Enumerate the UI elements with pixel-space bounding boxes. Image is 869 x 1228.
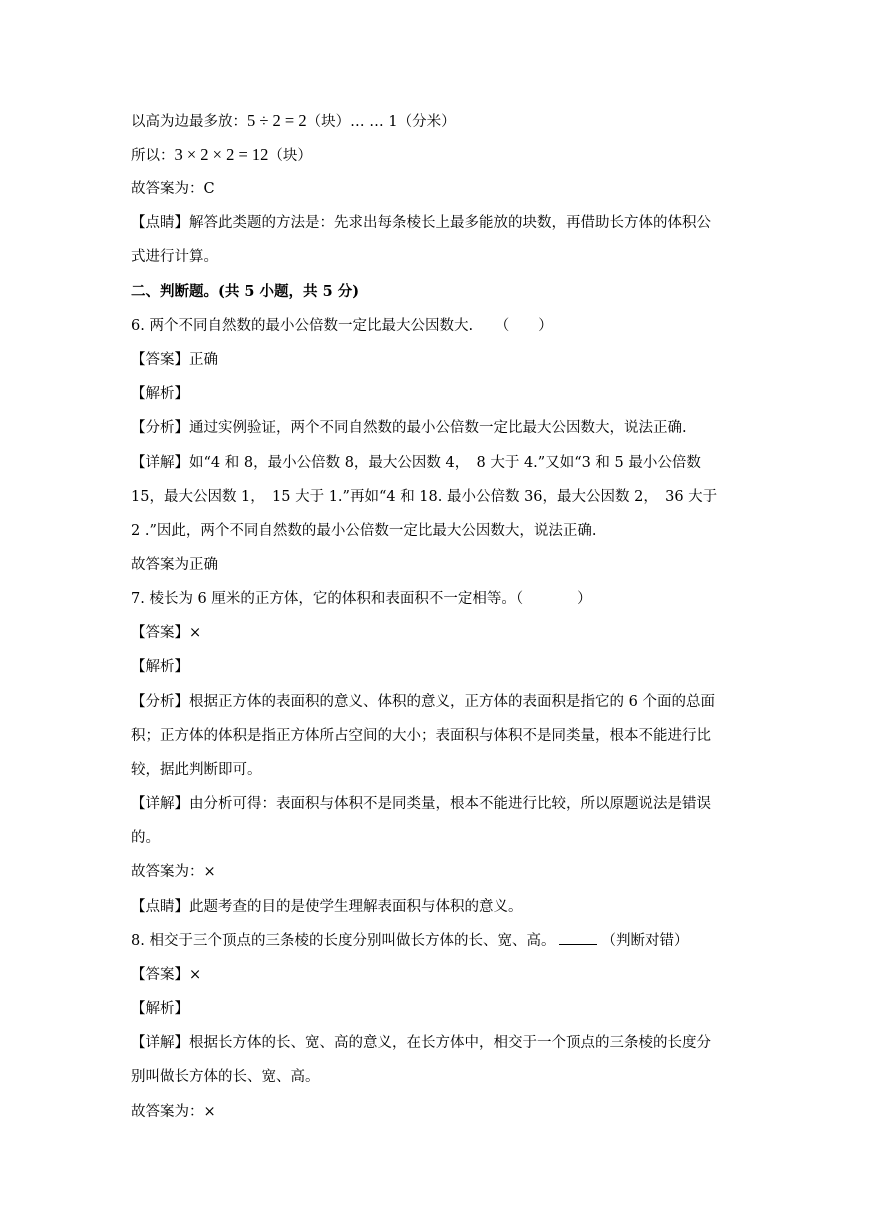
answer-label: 【答案】× [131, 967, 202, 983]
analysis-label: 【解析】 [131, 1001, 189, 1017]
answer-line: 故答案为：C [131, 181, 215, 197]
analysis-label: 【解析】 [131, 386, 189, 402]
answer-line: 故答案为：× [131, 1104, 216, 1120]
answer-line: 故答案为：× [131, 864, 216, 880]
detail-line: 【详解】根据长方体的长、宽、高的意义，在长方体中，相交于一个顶点的三条棱的长度分 [131, 1035, 711, 1051]
math-expression: 3 × 2 × 2 = 12 [174, 145, 269, 164]
line-text: （块） [268, 148, 312, 164]
detail-line: 的。 [131, 830, 160, 846]
question-6: 6. 两个不同自然数的最小公倍数一定比最大公因数大. （ ） [131, 318, 553, 334]
answer-label: 【答案】× [131, 625, 202, 641]
answer-label: 【答案】正确 [131, 352, 218, 368]
question-8 [131, 931, 751, 951]
analysis-label: 【解析】 [131, 659, 189, 675]
answer-line: 故答案为正确 [131, 557, 218, 573]
analysis-line: 【分析】根据正方体的表面积的意义、体积的意义，正方体的表面积是指它的 6 个面的总面 [131, 694, 715, 710]
analysis-line: 较，据此判断即可。 [131, 762, 262, 778]
question-7 [131, 589, 751, 609]
detail-line: 15，最大公因数 1， 15 大于 1.”再如“4 和 18. 最小公倍数 36，最大公因数 2， 36 大于 [131, 489, 718, 505]
detail-line: 【详解】由分析可得：表面积与体积不是同类量，根本不能进行比较，所以原题说法是错误 [131, 796, 711, 812]
line-text: 以高为边最多放： [131, 114, 247, 130]
math-expression: 5 ÷ 2 = 2 [247, 111, 307, 130]
detail-line: 【详解】如“4 和 8，最小公倍数 8，最大公因数 4， 8 大于 4.”又如“3 和 5 最小公倍数 [131, 455, 701, 471]
detail-line: 别叫做长方体的长、宽、高。 [131, 1069, 320, 1085]
question-close-paren: ） [577, 591, 592, 607]
line-text: （块）… … 1（分米） [306, 114, 456, 130]
question-suffix: （判断对错） [601, 933, 689, 949]
analysis-line: 【分析】通过实例验证，两个不同自然数的最小公倍数一定比最大公因数大，说法正确. [131, 420, 687, 436]
tip-line: 【点睛】此题考查的目的是使学生理解表面积与体积的意义。 [131, 899, 523, 915]
line-text: 所以： [131, 148, 175, 164]
section-heading: 二、判断题。(共 5 小题，共 5 分) [131, 283, 360, 300]
tip-line: 【点睛】解答此类题的方法是：先求出每条棱长上最多能放的块数，再借助长方体的体积公 [131, 215, 711, 231]
analysis-line: 积；正方体的体积是指正方体所占空间的大小；表面积与体积不是同类量，根本不能进行比 [131, 728, 711, 744]
question-text: 8. 相交于三个顶点的三条棱的长度分别叫做长方体的长、宽、高。 [131, 933, 556, 949]
detail-line: 2 .”因此，两个不同自然数的最小公倍数一定比最大公因数大，说法正确. [131, 523, 597, 539]
answer-blank [559, 931, 597, 945]
solution-line-height-count [131, 111, 751, 132]
question-text: 7. 棱长为 6 厘米的正方体，它的体积和表面积不一定相等。（ [131, 591, 524, 607]
solution-line-total [131, 145, 751, 166]
tip-line: 式进行计算。 [131, 249, 218, 265]
